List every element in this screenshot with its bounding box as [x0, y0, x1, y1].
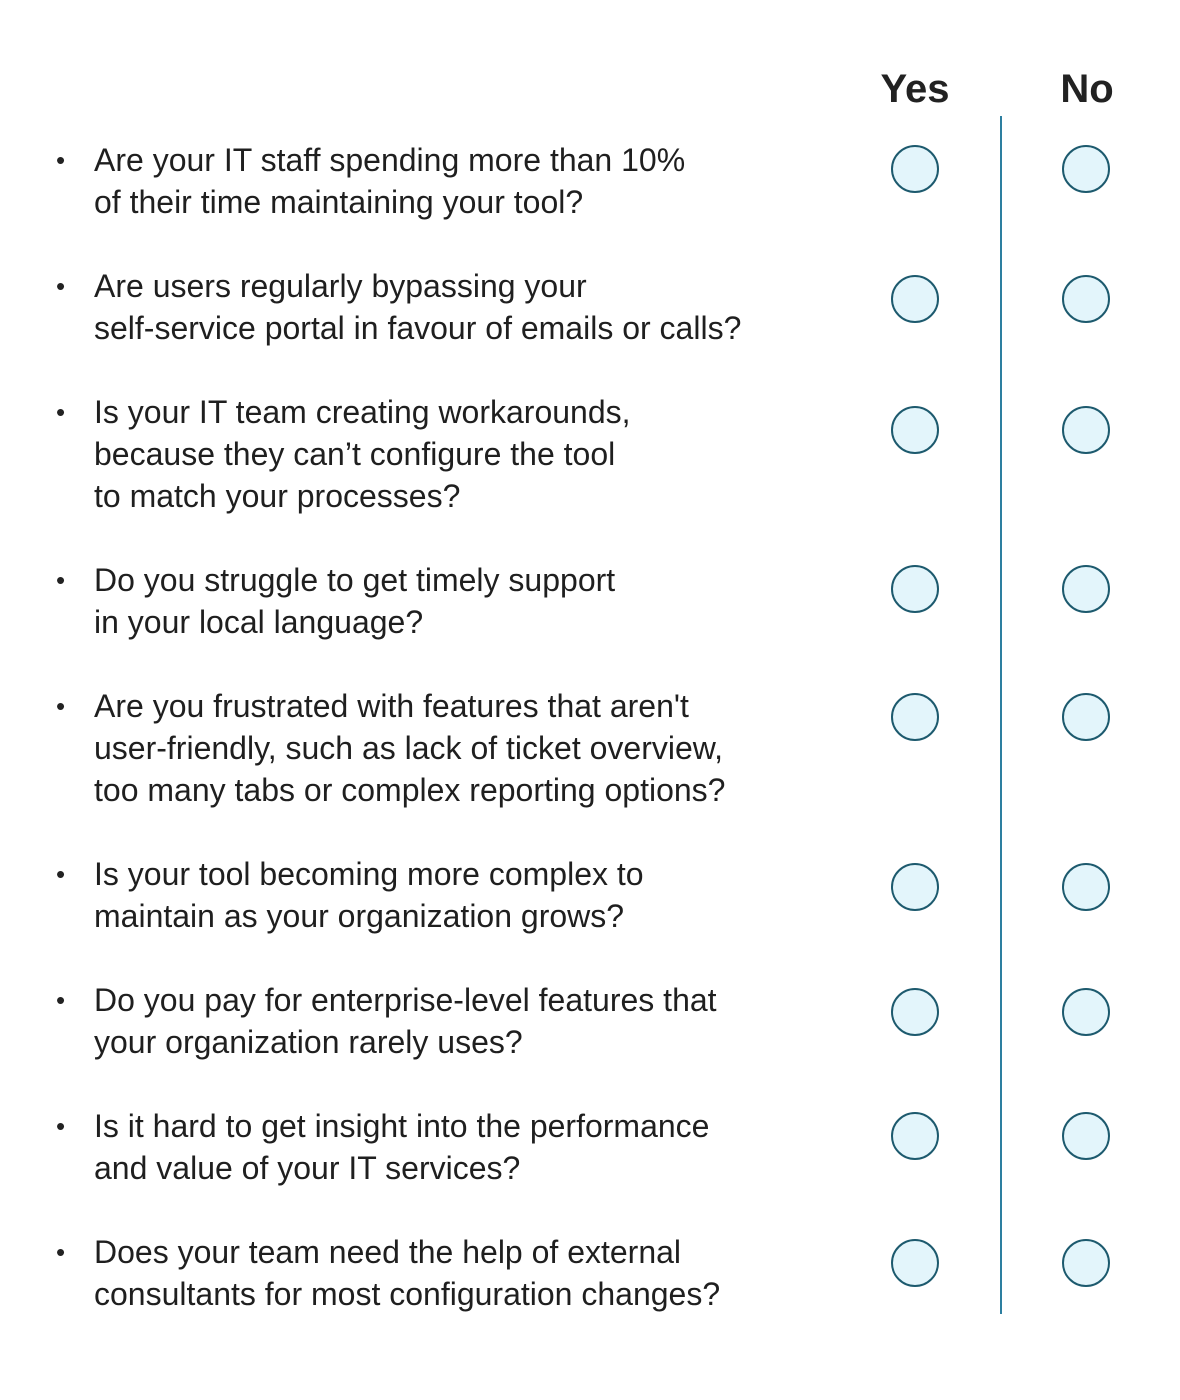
bullet: •: [56, 1237, 66, 1267]
q5-no-radio[interactable]: [1062, 693, 1110, 741]
question-item-5: [56, 685, 846, 811]
bullet: •: [56, 271, 66, 301]
question-item-1: [56, 139, 846, 223]
bullet: •: [56, 145, 66, 175]
bullet: •: [56, 1111, 66, 1141]
q7-no-radio[interactable]: [1062, 988, 1110, 1036]
question-item-9: [56, 1231, 846, 1315]
q3-yes-radio[interactable]: [891, 406, 939, 454]
bullet: •: [56, 565, 66, 595]
q4-no-radio[interactable]: [1062, 565, 1110, 613]
question-item-3: [56, 391, 846, 517]
yes-column-header: Yes: [880, 67, 950, 111]
q1-yes-radio[interactable]: [891, 145, 939, 193]
question-text: Do you struggle to get timely support in your local language?: [94, 562, 616, 640]
q2-no-radio[interactable]: [1062, 275, 1110, 323]
question-text: Do you pay for enterprise-level features that your organization rarely uses?: [94, 982, 717, 1060]
q3-no-radio[interactable]: [1062, 406, 1110, 454]
question-text: Are you frustrated with features that aren't user-friendly, such as lack of ticket overview, too many tabs or complex reporting options?: [94, 688, 726, 808]
bullet: •: [56, 691, 66, 721]
question-item-8: [56, 1105, 846, 1189]
q9-no-radio[interactable]: [1062, 1239, 1110, 1287]
q6-yes-radio[interactable]: [891, 863, 939, 911]
q6-no-radio[interactable]: [1062, 863, 1110, 911]
question-item-2: [56, 265, 846, 349]
bullet: •: [56, 985, 66, 1015]
column-divider: [1000, 116, 1002, 1314]
q7-yes-radio[interactable]: [891, 988, 939, 1036]
question-text: Are your IT staff spending more than 10% of their time maintaining your tool?: [94, 142, 686, 220]
q4-yes-radio[interactable]: [891, 565, 939, 613]
question-text: Is your tool becoming more complex to maintain as your organization grows?: [94, 856, 644, 934]
question-text: Is it hard to get insight into the performance and value of your IT services?: [94, 1108, 710, 1186]
q1-no-radio[interactable]: [1062, 145, 1110, 193]
bullet: •: [56, 859, 66, 889]
question-item-4: [56, 559, 846, 643]
question-item-7: [56, 979, 846, 1063]
q2-yes-radio[interactable]: [891, 275, 939, 323]
bullet: •: [56, 397, 66, 427]
question-text: Is your IT team creating workarounds, because they can’t configure the tool to match your processes?: [94, 394, 631, 514]
question-item-6: [56, 853, 846, 937]
question-text: Are users regularly bypassing your self-service portal in favour of emails or calls?: [94, 268, 742, 346]
q8-no-radio[interactable]: [1062, 1112, 1110, 1160]
question-text: Does your team need the help of external consultants for most configuration changes?: [94, 1234, 721, 1312]
q8-yes-radio[interactable]: [891, 1112, 939, 1160]
no-column-header: No: [1060, 67, 1114, 111]
q5-yes-radio[interactable]: [891, 693, 939, 741]
q9-yes-radio[interactable]: [891, 1239, 939, 1287]
